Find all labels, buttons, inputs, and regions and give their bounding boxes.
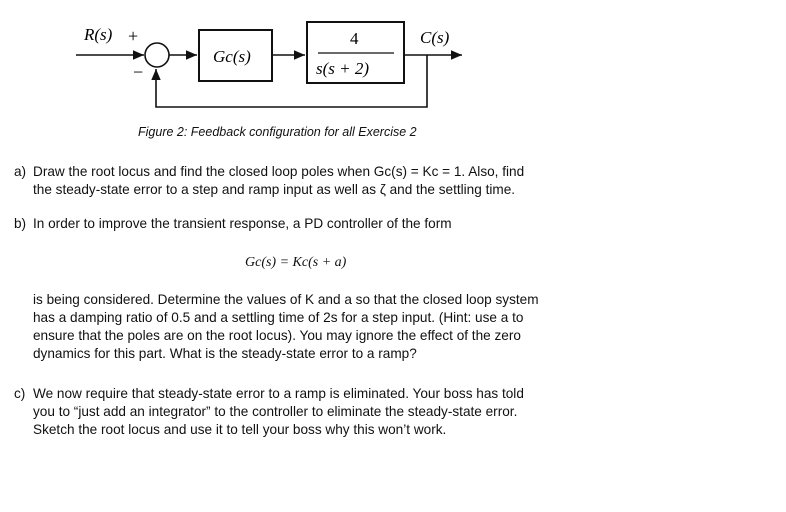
output-label: C(s)	[420, 28, 450, 47]
question-c	[14, 385, 784, 439]
text-line: has a damping ratio of 0.5 and a settling time of 2s for a step input. (Hint: use a to	[33, 310, 524, 325]
feedback-path	[156, 55, 427, 107]
question-label: a)	[14, 164, 27, 179]
plus-sign: +	[128, 26, 139, 46]
text-line: Draw the root locus and find the closed loop poles when Gc(s) = Kc = 1. Also, find	[33, 164, 525, 179]
minus-sign: −	[133, 62, 144, 82]
text-line: the steady-state error to a step and ramp input as well as ζ and the settling time.	[33, 182, 516, 197]
question-b	[14, 215, 784, 233]
text-line: Sketch the root locus and use it to tell your boss why this won’t work.	[33, 422, 447, 437]
plant-denominator: s(s + 2)	[316, 59, 370, 78]
pd-controller-equation: Gc(s) = Kc(s + a)	[245, 255, 347, 270]
question-a	[14, 163, 784, 199]
question-b-continued	[14, 291, 784, 363]
text-line: ensure that the poles are on the root locus). You may ignore the effect of the zero	[33, 328, 521, 343]
figure-caption: Figure 2: Feedback configuration for all Exercise 2	[138, 125, 417, 139]
controller-label: Gc(s)	[213, 47, 251, 66]
text-line: is being considered. Determine the values of K and a so that the closed loop system	[33, 292, 539, 307]
question-label: b)	[14, 216, 27, 231]
svg-text:R(s)	[83, 25, 113, 44]
input-label: R(s)	[84, 25, 113, 44]
summing-junction	[145, 43, 169, 67]
text-line: In order to improve the transient response, a PD controller of the form	[33, 216, 452, 231]
text-line: you to “just add an integrator” to the controller to eliminate the steady-state error.	[33, 404, 518, 419]
text-line: dynamics for this part. What is the steady-state error to a ramp?	[33, 346, 417, 361]
text-line: We now require that steady-state error to a ramp is eliminated. Your boss has told	[33, 386, 524, 401]
question-label: c)	[14, 386, 26, 401]
block-diagram	[0, 0, 786, 120]
plant-numerator: 4	[350, 29, 359, 48]
